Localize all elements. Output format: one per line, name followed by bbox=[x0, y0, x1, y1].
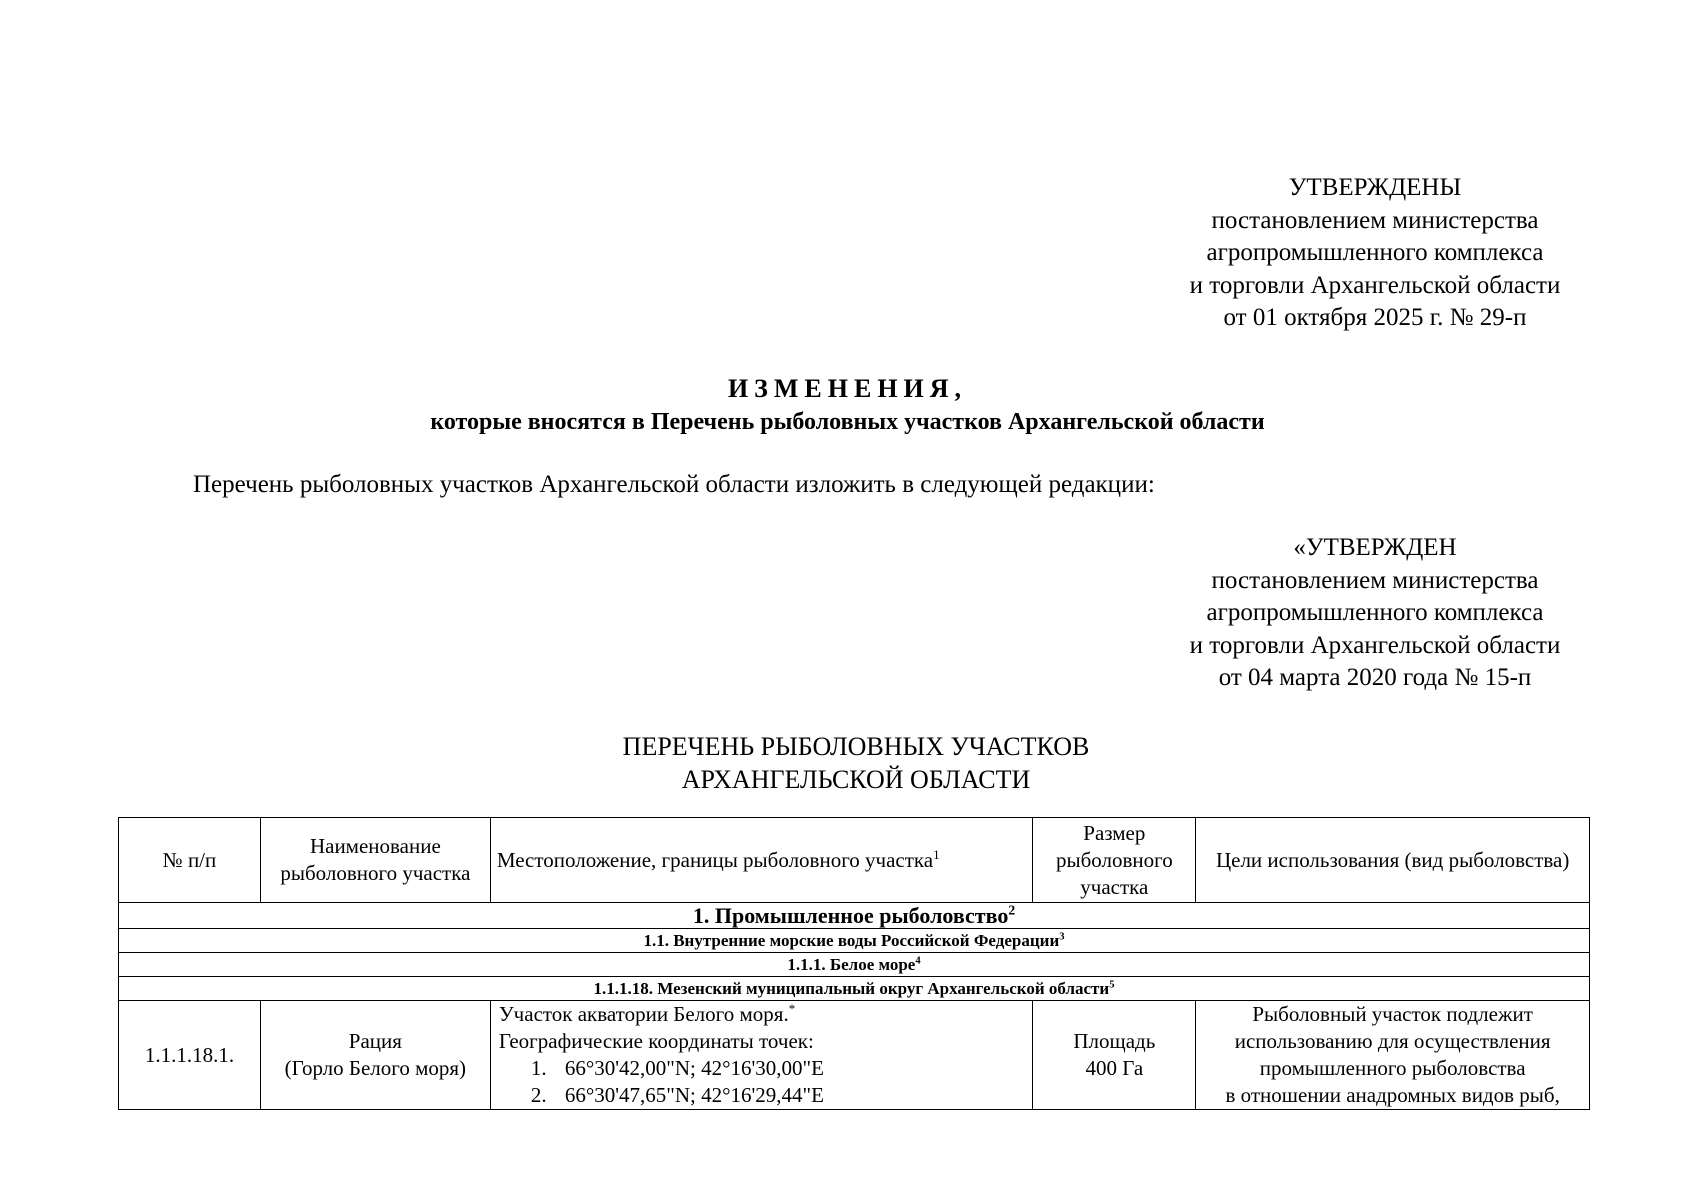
row-size bbox=[1033, 1001, 1196, 1110]
row-name-line: (Горло Белого моря) bbox=[284, 1056, 467, 1080]
footnote-ref: 3 bbox=[1059, 930, 1065, 942]
approval-line: постановлением министерства bbox=[1211, 566, 1539, 594]
approval-line: агропромышленного комплекса bbox=[1206, 239, 1544, 266]
header-name: Наименование рыболовного участка bbox=[260, 818, 490, 903]
purpose-line: использованию для осуществления bbox=[1234, 1029, 1551, 1053]
coordinates-list bbox=[499, 1055, 1030, 1109]
approval-title: «УТВЕРЖДЕН bbox=[1293, 534, 1457, 561]
coordinate-item bbox=[531, 1055, 1030, 1082]
header-size: Размер рыболовного участка bbox=[1033, 818, 1196, 903]
coordinate-value: 66°30'47,65"N; 42°16'29,44"E bbox=[564, 1083, 824, 1107]
section-text: 1.1. Внутренние морские воды Российской Федерации bbox=[643, 930, 1060, 950]
section-row bbox=[119, 929, 1590, 953]
footnote-ref: * bbox=[788, 1001, 796, 1016]
section-text: 1. Промышленное рыболовство bbox=[692, 902, 1009, 928]
size-line: Площадь bbox=[1073, 1029, 1156, 1053]
row-name bbox=[260, 1001, 490, 1110]
approval-line: агропромышленного комплекса bbox=[1206, 599, 1544, 626]
section-cell bbox=[119, 953, 1590, 977]
row-location bbox=[490, 1001, 1033, 1110]
title-main: ИЗМЕНЕНИЯ, bbox=[727, 374, 968, 403]
footnote-ref: 2 bbox=[1008, 902, 1016, 918]
coordinate-item bbox=[531, 1082, 1030, 1109]
section-cell bbox=[119, 903, 1590, 929]
list-title-line2: АРХАНГЕЛЬСКОЙ ОБЛАСТИ bbox=[681, 765, 1031, 794]
row-num: 1.1.1.18.1. bbox=[119, 1001, 261, 1110]
list-title-line1: ПЕРЕЧЕНЬ РЫБОЛОВНЫХ УЧАСТКОВ bbox=[622, 732, 1090, 761]
footnote-ref: 4 bbox=[915, 954, 921, 966]
purpose-line: Рыболовный участок подлежит bbox=[1252, 1002, 1533, 1026]
size-line: 400 Га bbox=[1085, 1056, 1144, 1080]
section-cell bbox=[119, 977, 1590, 1001]
header-location bbox=[490, 818, 1033, 903]
section-row bbox=[119, 903, 1590, 929]
section-cell bbox=[119, 929, 1590, 953]
row-purpose bbox=[1196, 1001, 1590, 1110]
coordinate-value: 66°30'42,00"N; 42°16'30,00"E bbox=[564, 1056, 824, 1080]
approval-line: постановлением министерства bbox=[1211, 206, 1539, 234]
approval-title: УТВЕРЖДЕНЫ bbox=[1288, 174, 1462, 201]
footnote-ref: 5 bbox=[1109, 978, 1115, 990]
location-line bbox=[499, 1001, 1030, 1028]
purpose-line: промышленного рыболовства bbox=[1259, 1056, 1526, 1080]
approval-date: от 01 октября 2025 г. № 29-п bbox=[1223, 304, 1527, 331]
purpose-line: в отношении анадромных видов рыб, bbox=[1225, 1083, 1560, 1107]
section-text: 1.1.1.18. Мезенский муниципальный округ Архангельской области bbox=[593, 978, 1110, 998]
header-num: № п/п bbox=[119, 818, 261, 903]
approval-line: и торговли Архангельской области bbox=[1189, 271, 1561, 299]
footnote-ref: 1 bbox=[933, 846, 940, 862]
row-name-line: Рация bbox=[348, 1029, 402, 1053]
document-title bbox=[0, 372, 1695, 438]
approval-line: и торговли Архангельской области bbox=[1189, 631, 1561, 659]
coordinate-number: 2. bbox=[530, 1083, 547, 1107]
table-header-row bbox=[119, 818, 1590, 903]
title-subtitle: которые вносятся в Перечень рыболовных участков Архангельской области bbox=[430, 409, 1265, 435]
section-text: 1.1.1. Белое море bbox=[787, 954, 916, 974]
header-location-text: Местоположение, границы рыболовного участка bbox=[496, 847, 934, 872]
section-row bbox=[119, 953, 1590, 977]
header-purpose: Цели использования (вид рыболовства) bbox=[1196, 818, 1590, 903]
location-line: Географические координаты точек: bbox=[498, 1029, 814, 1053]
fishing-areas-table bbox=[118, 817, 1590, 1110]
approval-quoted bbox=[1140, 532, 1610, 695]
intro-paragraph: Перечень рыболовных участков Архангельской области изложить в следующей редакции: bbox=[193, 471, 1155, 498]
location-text: Участок акватории Белого моря. bbox=[498, 1002, 789, 1026]
coordinate-number: 1. bbox=[530, 1056, 547, 1080]
approval-date: от 04 марта 2020 года № 15-п bbox=[1218, 664, 1532, 691]
list-title bbox=[0, 730, 1695, 796]
section-row bbox=[119, 977, 1590, 1001]
table-row bbox=[119, 1001, 1590, 1110]
approval-header bbox=[1140, 172, 1610, 335]
